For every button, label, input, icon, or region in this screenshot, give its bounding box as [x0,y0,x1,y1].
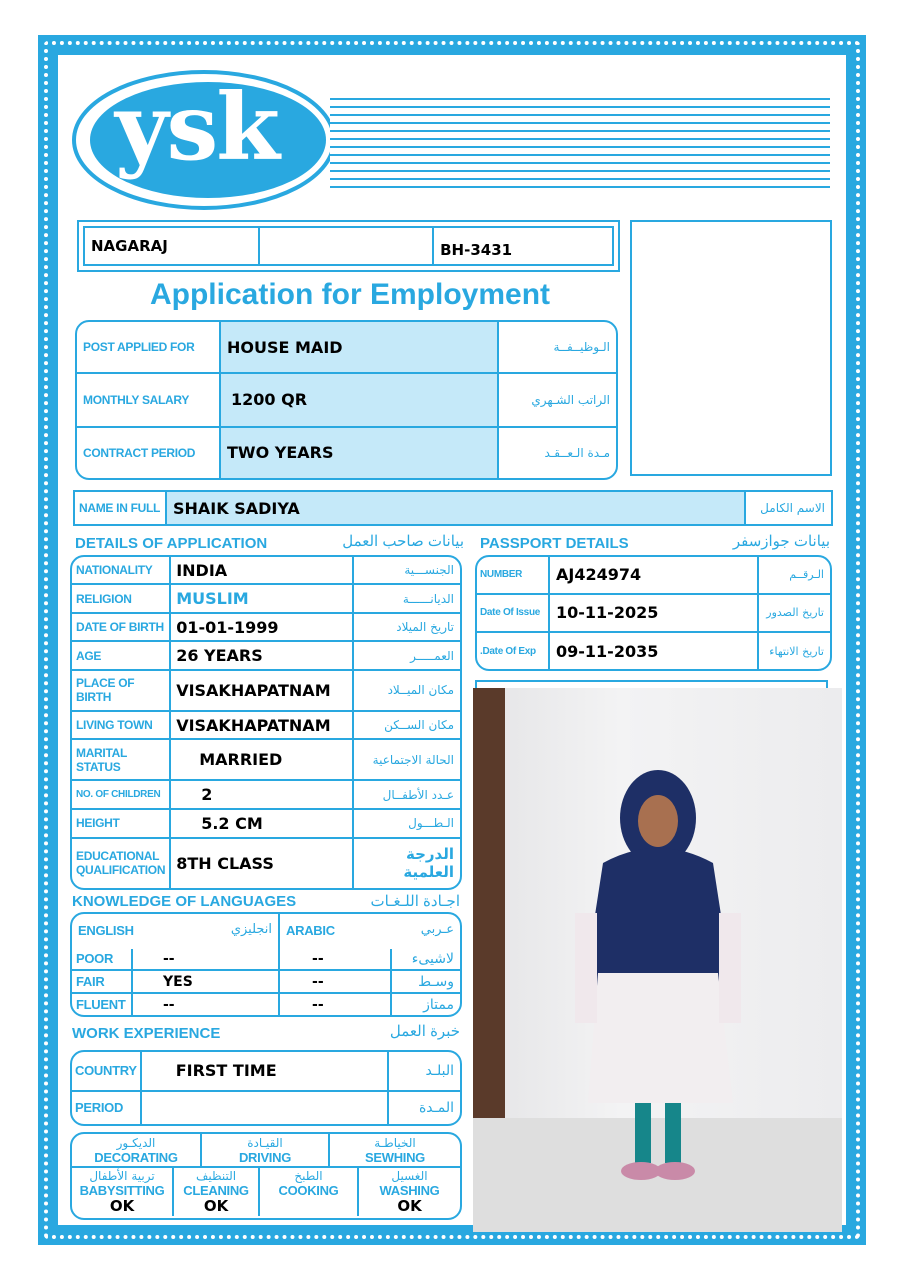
details-label: HEIGHT [72,809,170,838]
skill-label-ar: الطبخ [294,1169,323,1183]
reference-box [77,220,620,272]
details-label: RELIGION [72,584,170,613]
details-label-ar: مكان الميــلاد [353,670,460,711]
details-row [72,641,460,670]
country-label-ar: البلـد [388,1052,460,1091]
contract-value: TWO YEARS [220,427,498,478]
skill-mark: OK [397,1197,422,1215]
work-heading: WORK EXPERIENCE [72,1025,221,1042]
post-value: HOUSE MAID [220,322,498,373]
salary-label: MONTHLY SALARY [77,373,220,427]
arabic-level: -- [279,970,391,993]
details-row [72,739,460,780]
details-row [72,557,460,584]
english-level: YES [132,970,279,993]
applicant-photo [473,688,842,1232]
period-value [141,1091,388,1124]
logo-lines [330,92,830,190]
details-label-ar: الـطـــول [353,809,460,838]
details-row [72,809,460,838]
passport-label: Date Of Issue [477,594,549,633]
arabic-level: -- [279,949,391,971]
skill-label: SEWHING [364,1149,425,1165]
skill-label: DRIVING [238,1149,292,1165]
details-label-ar: تاريخ الميلاد [353,613,460,642]
details-value: MUSLIM [170,584,353,613]
details-label: DATE OF BIRTH [72,613,170,642]
name-label-ar: الاسم الكامل [745,491,832,525]
country-value: FIRST TIME [141,1052,388,1091]
skill-label-ar: القيـادة [247,1135,283,1150]
passport-heading-ar: بيانات جوازسفر [732,533,830,550]
details-label-ar: الديانــــــة [353,584,460,613]
skill-label-ar: التنظيف [195,1169,237,1183]
skill-label-ar: الخياطـة [374,1135,416,1150]
name-row [73,490,833,526]
reference-middle [259,227,434,265]
skills-top-row [72,1134,460,1168]
arabic-label: ARABIC [286,923,335,939]
english-label-ar: انجليزي [230,922,273,938]
details-value: 8TH CLASS [170,838,353,888]
ysk-logo [70,68,338,213]
passport-row [477,594,830,633]
details-value: VISAKHAPATNAM [170,670,353,711]
details-label: PLACE OF BIRTH [72,670,170,711]
period-label-ar: المـدة [418,1099,454,1116]
person-figure-icon [563,763,753,1203]
skill-cell [202,1134,330,1166]
salary-label-ar: الراتب الشـهري [498,373,616,427]
english-level: -- [132,949,279,971]
skill-label: WASHING [379,1183,440,1198]
passport-label-ar: تاريخ الصدور [758,594,830,633]
skills-bottom-row [72,1168,460,1216]
period-label: PERIOD [72,1091,141,1124]
details-label: LIVING TOWN [72,711,170,740]
details-heading-ar: بيانات صاحب العمل [342,533,464,550]
details-row [72,780,460,809]
post-row [77,322,616,373]
passport-row [477,632,830,669]
languages-table [70,912,462,1017]
languages-heading: KNOWLEDGE OF LANGUAGES [72,893,297,910]
english-label: ENGLISH [78,923,134,939]
photo-box [630,220,832,476]
level-label: FLUENT [72,993,132,1015]
arabic-header [279,914,460,949]
passport-label-ar: الـرقــم [758,557,830,594]
salary-value: 1200 QR [220,373,498,427]
passport-label: .Date Of Exp [477,632,549,669]
details-label: AGE [72,641,170,670]
contract-label-ar: مـدة الـعــقـد [544,445,610,460]
skill-label: CLEANING [183,1183,249,1198]
arabic-label-ar: عـربي [420,922,454,938]
skill-label-ar: الديكـور [116,1135,156,1150]
passport-table [475,555,832,671]
details-row [72,711,460,740]
level-label: POOR [72,949,132,971]
details-label-ar: الحالة الاجتماعية [353,739,460,780]
details-label: MARITAL STATUS [72,739,170,780]
details-value: 5.2 CM [170,809,353,838]
details-value: 2 [170,780,353,809]
details-row [72,584,460,613]
level-label-ar: وسـط [391,970,460,993]
level-label-ar: لاشيىء [391,949,460,971]
salary-row [77,373,616,427]
details-row [72,838,460,888]
skill-mark: OK [203,1197,229,1215]
details-label: NO. OF CHILDREN [72,780,170,809]
work-table [70,1050,462,1126]
details-label-ar: العمـــــر [353,641,460,670]
details-row [72,613,460,642]
level-label: FAIR [72,970,132,993]
skills-table [70,1132,462,1220]
level-label-ar: ممتاز [423,996,454,1013]
skill-cell [72,1168,174,1216]
passport-value: 09-11-2035 [549,632,758,669]
skill-label-ar: الغسيل [391,1169,428,1183]
skill-mark: OK [109,1197,135,1215]
post-table [75,320,618,480]
details-label-ar: الدرجة العلمية [403,845,454,882]
name-value: SHAIK SADIYA [166,491,745,525]
agent-name: NAGARAJ [84,227,259,265]
skill-label: BABYSITTING [79,1183,165,1198]
name-label: NAME IN FULL [74,491,166,525]
post-label: POST APPLIED FOR [77,322,220,373]
skill-cell [72,1134,202,1166]
english-header [72,914,279,949]
passport-heading: PASSPORT DETAILS [480,535,629,552]
languages-heading-ar: اجـادة اللـغـات [370,893,460,910]
passport-label-ar: تاريخ الانتهاء [769,644,824,658]
skill-cell [359,1168,460,1216]
skill-label-ar: تربية الأطفال [89,1169,155,1183]
details-label-ar: الجنســـية [353,557,460,584]
skill-cell [174,1168,260,1216]
details-heading: DETAILS OF APPLICATION [75,535,268,552]
details-label-ar: عـدد الأطفــال [353,780,460,809]
contract-row [77,427,616,478]
country-label: COUNTRY [72,1052,141,1091]
details-value: 26 YEARS [170,641,353,670]
details-label: EDUCATIONAL QUALIFICATION [72,838,170,888]
passport-value: AJ424974 [549,557,758,594]
details-value: 01-01-1999 [170,613,353,642]
contract-label: CONTRACT PERIOD [77,427,220,478]
english-level: -- [132,993,279,1015]
details-label: NATIONALITY [72,557,170,584]
details-row [72,670,460,711]
language-row [72,970,460,993]
reference-number: BH-3431 [433,227,613,265]
door [473,688,505,1118]
details-value: MARRIED [170,739,353,780]
details-value: INDIA [170,557,353,584]
details-table [70,555,462,890]
post-label-ar: الـوظيــفــة [498,322,616,373]
skill-label: COOKING [278,1183,339,1198]
passport-value: 10-11-2025 [549,594,758,633]
work-heading-ar: خبرة العمل [389,1023,460,1040]
passport-row [477,557,830,594]
details-label-ar: مكان الســكن [353,711,460,740]
details-value: VISAKHAPATNAM [170,711,353,740]
page-title: Application for Employment [149,278,551,311]
skill-label: DECORATING [94,1149,178,1165]
skill-cell [330,1134,460,1166]
arabic-level: -- [279,993,391,1015]
skill-cell [260,1168,359,1216]
passport-label: NUMBER [477,557,549,594]
language-row [72,993,460,1015]
language-row [72,949,460,971]
logo-text: ysk [115,73,278,181]
